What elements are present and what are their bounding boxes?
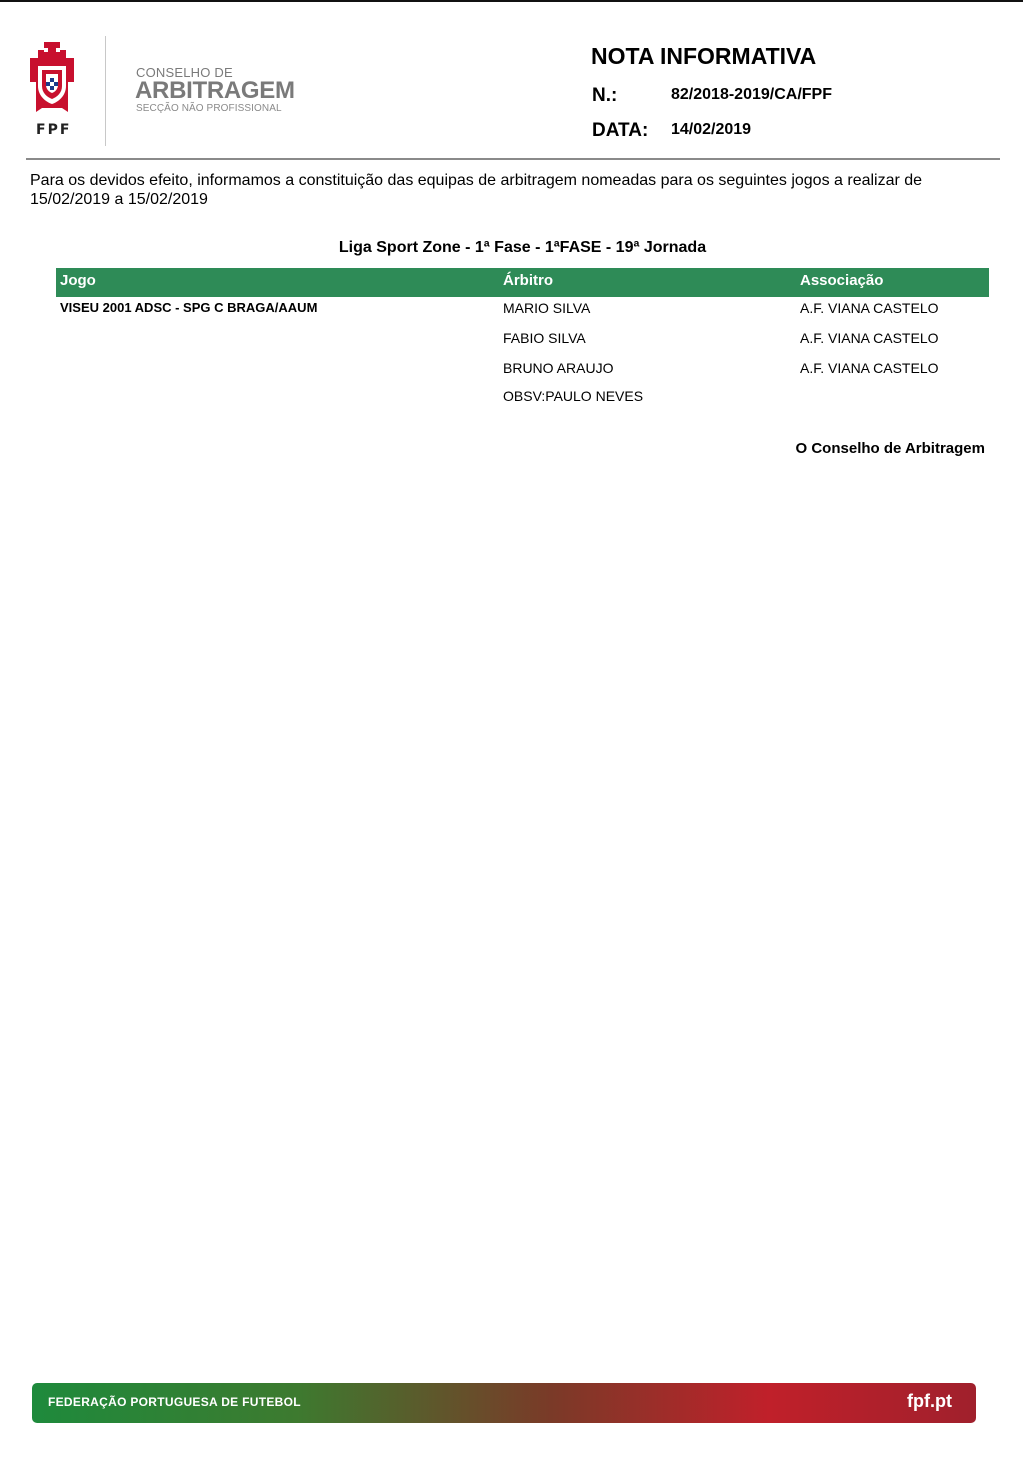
org-name-line1: CONSELHO DE (136, 65, 233, 80)
observer-name: OBSV:PAULO NEVES (503, 388, 644, 404)
referee-name: BRUNO ARAUJO (503, 360, 614, 376)
referee-name: FABIO SILVA (503, 330, 586, 346)
document-title: NOTA INFORMATIVA (591, 43, 817, 69)
org-name-line3: SECÇÃO NÃO PROFISSIONAL (136, 103, 282, 114)
fpf-logo-text: FPF (36, 122, 72, 138)
number-label: N.: (592, 85, 618, 106)
game-name: VISEU 2001 ADSC - SPG C BRAGA/AAUM (60, 300, 318, 315)
table-header (56, 268, 989, 297)
column-header-associacao: Associação (800, 272, 884, 289)
section-title: Liga Sport Zone - 1ª Fase - 1ªFASE - 19ª Jornada (338, 239, 707, 256)
referee-association: A.F. VIANA CASTELO (800, 330, 939, 346)
footer-banner (32, 1383, 976, 1423)
referee-name: MARIO SILVA (503, 300, 591, 316)
column-header-arbitro: Árbitro (503, 272, 553, 289)
top-border (0, 0, 1023, 2)
footer-federation-name: FEDERAÇÃO PORTUGUESA DE FUTEBOL (48, 1395, 301, 1409)
org-name-line2: ARBITRAGEM (135, 77, 295, 104)
number-value: 82/2018-2019/CA/FPF (671, 86, 832, 103)
header-divider (26, 158, 1000, 160)
referee-association: A.F. VIANA CASTELO (800, 300, 939, 316)
referee-association: A.F. VIANA CASTELO (800, 360, 939, 376)
column-header-jogo: Jogo (60, 272, 96, 289)
footer-website-link[interactable]: fpf.pt (907, 1391, 952, 1411)
date-label: DATA: (592, 120, 649, 141)
fpf-crest-icon (24, 42, 80, 118)
signature: O Conselho de Arbitragem (795, 440, 985, 457)
intro-paragraph: Para os devidos efeito, informamos a constituição das equipas de arbitragem nomeadas para os seguintes jogos a realizar de 15/02/2019 a 15/02/2019 (30, 172, 923, 208)
logo-separator (105, 36, 106, 146)
date-value: 14/02/2019 (671, 121, 752, 138)
